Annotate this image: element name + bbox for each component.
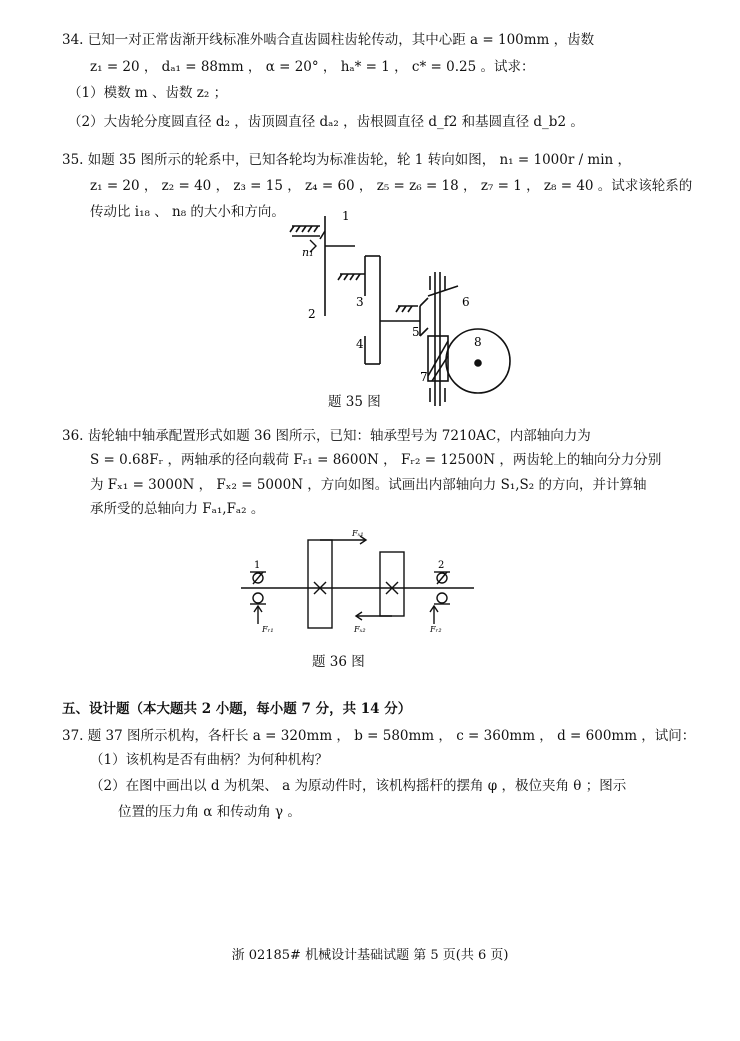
q37-line-1: 37. 题 37 图所示机构，各杆长 a = 320mm ， b = 580mm ， c = 360mm ， d = 600mm ，试问： bbox=[62, 728, 696, 744]
fig35-label-1: 1 bbox=[342, 209, 350, 223]
fig36-bearing-1-label: 1 bbox=[254, 560, 261, 571]
fig35-gear-train-diagram bbox=[280, 206, 520, 406]
fig35-label-7: 7 bbox=[420, 370, 428, 384]
section5-heading: 五、设计题（本大题共 2 小题，每小题 7 分，共 14 分） bbox=[62, 701, 412, 717]
q36-line-3: 为 Fₓ₁ = 3000N ， Fₓ₂ = 5000N ，方向如图。试画出内部轴向力 S₁,S₂ 的方向，并计算轴 bbox=[90, 477, 647, 493]
fig35-label-5: 5 bbox=[412, 325, 420, 339]
fig36-fx2-label: Fₓ₂ bbox=[354, 625, 366, 634]
fig36-fr1-label: Fᵣ₁ bbox=[262, 625, 274, 634]
q34-line-1: 34. 已知一对正常齿渐开线标准外啮合直齿圆柱齿轮传动，其中心距 a = 100mm ，齿数 bbox=[62, 32, 595, 48]
q34-line-4: （2）大齿轮分度圆直径 d₂ ，齿顶圆直径 dₐ₂ ，齿根圆直径 d_f2 和基圆直径 d_b2 。 bbox=[68, 114, 584, 130]
fig35-label-4: 4 bbox=[356, 337, 364, 351]
fig35-label-3: 3 bbox=[356, 295, 364, 309]
q35-line-2: z₁ = 20 ， z₂ = 40 ， z₃ = 15 ， z₄ = 60 ， z₅ = z₆ = 18 ， z₇ = 1 ， z₈ = 40 。试求该轮系的 bbox=[90, 178, 693, 194]
q36-line-4: 承所受的总轴向力 Fₐ₁,Fₐ₂ 。 bbox=[90, 501, 265, 517]
q36-line-1: 36. 齿轮轴中轴承配置形式如题 36 图所示，已知：轴承型号为 7210AC，内部轴向力为 bbox=[62, 428, 591, 444]
q36-line-2: S = 0.68Fᵣ ，两轴承的径向载荷 Fᵣ₁ = 8600N ， Fᵣ₂ = 12500N ，两齿轮上的轴向分力分别 bbox=[90, 452, 662, 468]
q37-line-2: （1）该机构是否有曲柄？为何种机构？ bbox=[90, 752, 329, 768]
fig36-bearing-2-label: 2 bbox=[438, 560, 445, 571]
fig35-label-8: 8 bbox=[474, 335, 482, 349]
fig35-label-6: 6 bbox=[462, 295, 470, 309]
fig36-fr2-label: Fᵣ₂ bbox=[430, 625, 442, 634]
fig35-label-2: 2 bbox=[308, 307, 316, 321]
q35-line-1: 35. 如题 35 图所示的轮系中，已知各轮均为标准齿轮，轮 1 转向如图， n₁ = 1000r / min ， bbox=[62, 152, 632, 168]
fig35-caption: 题 35 图 bbox=[328, 394, 381, 410]
fig36-caption: 题 36 图 bbox=[312, 654, 365, 670]
fig36-bearing-shaft-diagram bbox=[236, 528, 486, 638]
q35-line-3: 传动比 i₁₈ 、 n₈ 的大小和方向。 bbox=[90, 204, 285, 220]
q34-line-3: （1）模数 m 、齿数 z₂ ； bbox=[68, 85, 228, 101]
q37-line-4: 位置的压力角 α 和传动角 γ 。 bbox=[118, 804, 301, 820]
q37-line-3: （2）在图中画出以 d 为机架、 a 为原动件时，该机构摇杆的摆角 φ ，极位夹角 θ ；图示 bbox=[90, 778, 627, 794]
page-footer: 浙 02185# 机械设计基础试题 第 5 页(共 6 页) bbox=[231, 948, 509, 963]
fig35-label-n1: n₁ bbox=[302, 246, 314, 259]
fig36-fx1-label: Fₓ₁ bbox=[352, 529, 364, 538]
q34-line-2: z₁ = 20 ， dₐ₁ = 88mm ， α = 20° ， hₐ* = 1 ， c* = 0.25 。试求： bbox=[90, 59, 535, 75]
